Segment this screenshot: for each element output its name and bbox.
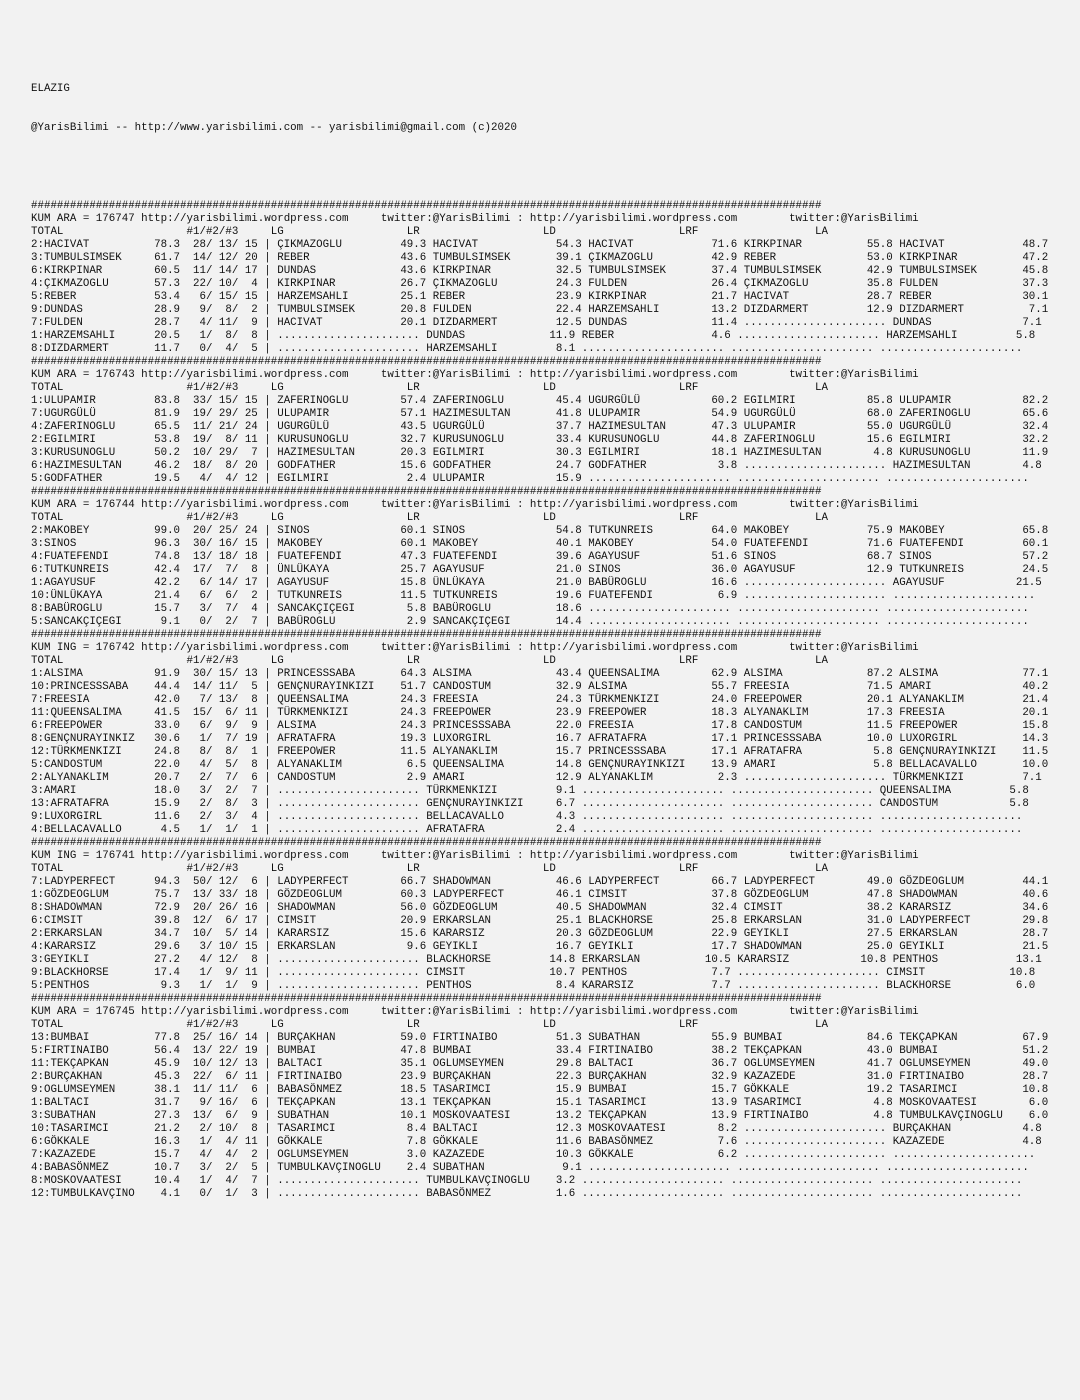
race-block <box>31 486 1048 629</box>
column-header-line: TOTAL #1/#2/#3 LG LR LD LRF LA <box>31 512 828 524</box>
spacer <box>31 161 1048 174</box>
runner-row: 1:ULUPAMIR 83.8 33/ 15/ 15 | ZAFERINOGLU 57.4 ZAFERINOGLU 45.4 UGURGÜLÜ 60.2 EGILMIRI 85.8 ULUPAMIR 82.2 <box>31 395 1049 407</box>
runner-row: 10:PRINCESSSABA 44.4 14/ 11/ 5 | GENÇNURAYINKIZI 51.7 CANDOSTUM 32.9 ALSIMA 55.7 FREESIA 71.5 AMARI 40.2 <box>31 681 1049 693</box>
runner-row: 1:AGAYUSUF 42.2 6/ 14/ 17 | AGAYUSUF 15.8 ÜNLÜKAYA 21.0 BABÜROGLU 16.6 ...................... AGAYUSUF 21.5 <box>31 577 1042 589</box>
race-header-line: KUM ING = 176742 http://yarisbilimi.wordpress.com twitter:@YarisBilimi : http://yarisbilimi.wordpress.com twitter:@YarisBilimi <box>31 642 919 654</box>
credit-line: @YarisBilimi -- http://www.yarisbilimi.com -- yarisbilimi@gmail.com (c)2020 <box>31 122 517 134</box>
runner-row: 3:KURUSUNOGLU 50.2 10/ 29/ 7 | HAZIMESULTAN 20.3 EGILMIRI 30.3 EGILMIRI 18.1 HAZIMESULTAN 4.8 KURUSUNOGLU 11.9 <box>31 447 1049 459</box>
runner-row: 1:HARZEMSAHLI 20.5 1/ 8/ 8 | ...................... DUNDAS 11.9 REBER 4.6 ...................... HARZEMSAHLI 5.8 <box>31 330 1036 342</box>
runner-row: 2:EGILMIRI 53.8 19/ 8/ 11 | KURUSUNOGLU 32.7 KURUSUNOGLU 33.4 KURUSUNOGLU 44.8 ZAFERINOGLU 15.6 EGILMIRI 32.2 <box>31 434 1049 446</box>
runner-row: 6:TUTKUNREIS 42.4 17/ 7/ 8 | ÜNLÜKAYA 25.7 AGAYUSUF 21.0 SINOS 36.0 AGAYUSUF 12.9 TUTKUNREIS 24.5 <box>31 564 1049 576</box>
runner-row: 10:ÜNLÜKAYA 21.4 6/ 6/ 2 | TUTKUNREIS 11.5 TUTKUNREIS 19.6 FUATEFENDI 6.9 ...................... ...................... <box>31 590 1036 602</box>
race-list <box>31 200 1048 1201</box>
runner-row: 9:OGLUMSEYMEN 38.1 11/ 11/ 6 | BABASÖNMEZ 18.5 TASARIMCI 15.9 BUMBAI 15.7 GÖKKALE 19.2 TASARIMCI 10.8 <box>31 1084 1049 1096</box>
runner-row: 9:DUNDAS 28.9 9/ 8/ 2 | TUMBULSIMSEK 20.8 FULDEN 22.4 HARZEMSAHLI 13.2 DIZDARMERT 12.9 DIZDARMERT 7.1 <box>31 304 1049 316</box>
column-header-line: TOTAL #1/#2/#3 LG LR LD LRF LA <box>31 863 828 875</box>
city-title: ELAZIG <box>31 83 70 95</box>
runner-row: 2:ALYANAKLIM 20.7 2/ 7/ 6 | CANDOSTUM 2.9 AMARI 12.9 ALYANAKLIM 2.3 ...................... TÜRKMENKIZI 7.1 <box>31 772 1042 784</box>
runner-row: 5:FIRTINAIBO 56.4 13/ 22/ 19 | BUMBAI 47.8 BUMBAI 33.4 FIRTINAIBO 38.2 TEKÇAPKAN 43.0 BUMBAI 51.2 <box>31 1045 1049 1057</box>
runner-row: 3:AMARI 18.0 3/ 2/ 7 | ...................... TÜRKMENKIZI 9.1 ...................... ...................... QUEENSALIMA 5.8 <box>31 785 1029 797</box>
runner-row: 1:ALSIMA 91.9 30/ 15/ 13 | PRINCESSSABA 64.3 ALSIMA 43.4 QUEENSALIMA 62.9 ALSIMA 87.2 ALSIMA 77.1 <box>31 668 1049 680</box>
runner-row: 5:GODFATHER 19.5 4/ 4/ 12 | EGILMIRI 2.4 ULUPAMIR 15.9 ...................... ...................... ...................... <box>31 473 1029 485</box>
runner-row: 9:BLACKHORSE 17.4 1/ 9/ 11 | ...................... CIMSIT 10.7 PENTHOS 7.7 ...................... CIMSIT 10.8 <box>31 967 1036 979</box>
runner-row: 13:BUMBAI 77.8 25/ 16/ 14 | BURÇAKHAN 59.0 FIRTINAIBO 51.3 SUBATHAN 55.9 BUMBAI 84.6 TEKÇAPKAN 67.9 <box>31 1032 1049 1044</box>
runner-row: 1:BALTACI 31.7 9/ 16/ 6 | TEKÇAPKAN 13.1 TEKÇAPKAN 15.1 TASARIMCI 13.9 TASARIMCI 4.8 MOSKOVAATESI 6.0 <box>31 1097 1049 1109</box>
runner-row: 8:SHADOWMAN 72.9 20/ 26/ 16 | SHADOWMAN 56.0 GÖZDEOGLUM 40.5 SHADOWMAN 32.4 CIMSIT 38.2 KARARSIZ 34.6 <box>31 902 1049 914</box>
runner-row: 2:HACIVAT 78.3 28/ 13/ 15 | ÇIKMAZOGLU 49.3 HACIVAT 54.3 HACIVAT 71.6 KIRKPINAR 55.8 HACIVAT 48.7 <box>31 239 1049 251</box>
race-block <box>31 837 1048 993</box>
runner-row: 6:KIRKPINAR 60.5 11/ 14/ 17 | DUNDAS 43.6 KIRKPINAR 32.5 TUMBULSIMSEK 37.4 TUMBULSIMSEK 42.9 TUMBULSIMSEK 45.8 <box>31 265 1049 277</box>
race-block <box>31 356 1048 486</box>
runner-row: 3:TUMBULSIMSEK 61.7 14/ 12/ 20 | REBER 43.6 TUMBULSIMSEK 39.1 ÇIKMAZOGLU 42.9 REBER 53.0 KIRKPINAR 47.2 <box>31 252 1049 264</box>
runner-row: 4:ÇIKMAZOGLU 57.3 22/ 10/ 4 | KIRKPINAR 26.7 ÇIKMAZOGLU 24.3 FULDEN 26.4 ÇIKMAZOGLU 35.8 FULDEN 37.3 <box>31 278 1049 290</box>
race-block <box>31 993 1048 1201</box>
runner-row: 8:DIZDARMERT 11.7 0/ 4/ 5 | ...................... HARZEMSAHLI 8.1 ...................... ...................... ...................... <box>31 343 1023 355</box>
separator-line: ########################################################################################################################## <box>31 837 822 849</box>
runner-row: 4:ZAFERINOGLU 65.5 11/ 21/ 24 | UGURGÜLÜ 43.5 UGURGÜLÜ 37.7 HAZIMESULTAN 47.3 ULUPAMIR 55.0 UGURGÜLÜ 32.4 <box>31 421 1049 433</box>
race-block <box>31 200 1048 356</box>
runner-row: 5:PENTHOS 9.3 1/ 1/ 9 | ...................... PENTHOS 8.4 KARARSIZ 7.7 ...................... BLACKHORSE 6.0 <box>31 980 1036 992</box>
column-header-line: TOTAL #1/#2/#3 LG LR LD LRF LA <box>31 226 828 238</box>
runner-row: 6:HAZIMESULTAN 46.2 18/ 8/ 20 | GODFATHER 15.6 GODFATHER 24.7 GODFATHER 3.8 ...................... HAZIMESULTAN 4.8 <box>31 460 1042 472</box>
runner-row: 2:MAKOBEY 99.0 20/ 25/ 24 | SINOS 60.1 SINOS 54.8 TUTKUNREIS 64.0 MAKOBEY 75.9 MAKOBEY 65.8 <box>31 525 1049 537</box>
runner-row: 3:SINOS 96.3 30/ 16/ 15 | MAKOBEY 60.1 MAKOBEY 40.1 MAKOBEY 54.0 FUATEFENDI 71.6 FUATEFENDI 60.1 <box>31 538 1049 550</box>
runner-row: 4:BELLACAVALLO 4.5 1/ 1/ 1 | ...................... AFRATAFRA 2.4 ...................... ...................... ...................... <box>31 824 1023 836</box>
runner-row: 13:AFRATAFRA 15.9 2/ 8/ 3 | ...................... GENÇNURAYINKIZI 6.7 ...................... ...................... CANDOSTUM 5.8 <box>31 798 1029 810</box>
runner-row: 12:TUMBULKAVÇINO 4.1 0/ 1/ 3 | ...................... BABASÖNMEZ 1.6 ...................... ...................... ...................... <box>31 1188 1023 1200</box>
runner-row: 2:BURÇAKHAN 45.3 22/ 6/ 11 | FIRTINAIBO 23.9 BURÇAKHAN 22.3 BURÇAKHAN 32.9 KAZAZEDE 31.0 FIRTINAIBO 28.7 <box>31 1071 1049 1083</box>
runner-row: 6:GÖKKALE 16.3 1/ 4/ 11 | GÖKKALE 7.8 GÖKKALE 11.6 BABASÖNMEZ 7.6 ...................... KAZAZEDE 4.8 <box>31 1136 1042 1148</box>
runner-row: 12:TÜRKMENKIZI 24.8 8/ 8/ 1 | FREEPOWER 11.5 ALYANAKLIM 15.7 PRINCESSSABA 17.1 AFRATAFRA 5.8 GENÇNURAYINKIZI 11.5 <box>31 746 1049 758</box>
race-report-document <box>31 57 1048 1214</box>
separator-line: ########################################################################################################################## <box>31 200 822 212</box>
column-header-line: TOTAL #1/#2/#3 LG LR LD LRF LA <box>31 1019 828 1031</box>
runner-row: 11:QUEENSALIMA 41.5 15/ 6/ 11 | TÜRKMENKIZI 24.3 FREEPOWER 23.9 FREEPOWER 18.3 ALYANAKLIM 17.3 FREESIA 20.1 <box>31 707 1049 719</box>
runner-row: 9:LUXORGIRL 11.6 2/ 3/ 4 | ...................... BELLACAVALLO 4.3 ...................... ...................... ...................... <box>31 811 1023 823</box>
runner-row: 8:MOSKOVAATESI 10.4 1/ 4/ 7 | ...................... TUMBULKAVÇINOGLU 3.2 ...................... ...................... ...................... <box>31 1175 1023 1187</box>
race-header-line: KUM ARA = 176745 http://yarisbilimi.wordpress.com twitter:@YarisBilimi : http://yarisbilimi.wordpress.com twitter:@YarisBilimi <box>31 1006 919 1018</box>
runner-row: 7:FULDEN 28.7 4/ 11/ 9 | HACIVAT 20.1 DIZDARMERT 12.5 DUNDAS 11.4 ...................... DUNDAS 7.1 <box>31 317 1042 329</box>
runner-row: 3:GEYIKLI 27.2 4/ 12/ 8 | ...................... BLACKHORSE 14.8 ERKARSLAN 10.5 KARARSIZ 10.8 PENTHOS 13.1 <box>31 954 1042 966</box>
runner-row: 2:ERKARSLAN 34.7 10/ 5/ 14 | KARARSIZ 15.6 KARARSIZ 20.3 GÖZDEOGLUM 22.9 GEYIKLI 27.5 ERKARSLAN 28.7 <box>31 928 1049 940</box>
runner-row: 3:SUBATHAN 27.3 13/ 6/ 9 | SUBATHAN 10.1 MOSKOVAATESI 13.2 TEKÇAPKAN 13.9 FIRTINAIBO 4.8 TUMBULKAVÇINOGLU 6.0 <box>31 1110 1049 1122</box>
runner-row: 4:BABASÖNMEZ 10.7 3/ 2/ 5 | TUMBULKAVÇINOGLU 2.4 SUBATHAN 9.1 ...................... ...................... ...................... <box>31 1162 1029 1174</box>
runner-row: 5:REBER 53.4 6/ 15/ 15 | HARZEMSAHLI 25.1 REBER 23.9 KIRKPINAR 21.7 HACIVAT 28.7 REBER 30.1 <box>31 291 1049 303</box>
runner-row: 7:FREESIA 42.0 7/ 13/ 8 | QUEENSALIMA 24.3 FREESIA 24.3 TÜRKMENKIZI 24.0 FREEPOWER 20.1 ALYANAKLIM 21.4 <box>31 694 1049 706</box>
separator-line: ########################################################################################################################## <box>31 993 822 1005</box>
runner-row: 5:SANCAKÇIÇEGI 9.1 0/ 2/ 7 | BABÜROGLU 2.9 SANCAKÇIÇEGI 14.4 ...................... ...................... ...................... <box>31 616 1029 628</box>
runner-row: 5:CANDOSTUM 22.0 4/ 5/ 8 | ALYANAKLIM 6.5 QUEENSALIMA 14.8 GENÇNURAYINKIZI 13.9 AMARI 5.8 BELLACAVALLO 10.0 <box>31 759 1049 771</box>
runner-row: 7:LADYPERFECT 94.3 50/ 12/ 6 | LADYPERFECT 66.7 SHADOWMAN 46.6 LADYPERFECT 66.7 LADYPERFECT 49.0 GÖZDEOGLUM 44.1 <box>31 876 1049 888</box>
separator-line: ########################################################################################################################## <box>31 356 822 368</box>
runner-row: 11:TEKÇAPKAN 45.9 10/ 12/ 13 | BALTACI 35.1 OGLUMSEYMEN 29.8 BALTACI 36.7 OGLUMSEYMEN 41.7 OGLUMSEYMEN 49.0 <box>31 1058 1049 1070</box>
separator-line: ########################################################################################################################## <box>31 629 822 641</box>
runner-row: 6:CIMSIT 39.8 12/ 6/ 17 | CIMSIT 20.9 ERKARSLAN 25.1 BLACKHORSE 25.8 ERKARSLAN 31.0 LADYPERFECT 29.8 <box>31 915 1049 927</box>
runner-row: 6:FREEPOWER 33.0 6/ 9/ 9 | ALSIMA 24.3 PRINCESSSABA 22.0 FREESIA 17.8 CANDOSTUM 11.5 FREEPOWER 15.8 <box>31 720 1049 732</box>
column-header-line: TOTAL #1/#2/#3 LG LR LD LRF LA <box>31 655 828 667</box>
race-header-line: KUM ARA = 176743 http://yarisbilimi.wordpress.com twitter:@YarisBilimi : http://yarisbilimi.wordpress.com twitter:@YarisBilimi <box>31 369 919 381</box>
runner-row: 1:GÖZDEOGLUM 75.7 13/ 33/ 18 | GÖZDEOGLUM 60.3 LADYPERFECT 46.1 CIMSIT 37.8 GÖZDEOGLUM 47.8 SHADOWMAN 40.6 <box>31 889 1049 901</box>
race-header-line: KUM ARA = 176747 http://yarisbilimi.wordpress.com twitter:@YarisBilimi : http://yarisbilimi.wordpress.com twitter:@YarisBilimi <box>31 213 919 225</box>
race-header-line: KUM ING = 176741 http://yarisbilimi.wordpress.com twitter:@YarisBilimi : http://yarisbilimi.wordpress.com twitter:@YarisBilimi <box>31 850 919 862</box>
runner-row: 7:UGURGÜLÜ 81.9 19/ 29/ 25 | ULUPAMIR 57.1 HAZIMESULTAN 41.8 ULUPAMIR 54.9 UGURGÜLÜ 68.0 ZAFERINOGLU 65.6 <box>31 408 1049 420</box>
runner-row: 7:KAZAZEDE 15.7 4/ 4/ 2 | OGLUMSEYMEN 3.0 KAZAZEDE 10.3 GÖKKALE 6.2 ...................... ...................... <box>31 1149 1036 1161</box>
column-header-line: TOTAL #1/#2/#3 LG LR LD LRF LA <box>31 382 828 394</box>
race-header-line: KUM ARA = 176744 http://yarisbilimi.wordpress.com twitter:@YarisBilimi : http://yarisbilimi.wordpress.com twitter:@YarisBilimi <box>31 499 919 511</box>
race-block <box>31 629 1048 837</box>
runner-row: 8:GENÇNURAYINKIZ 30.6 1/ 7/ 19 | AFRATAFRA 19.3 LUXORGIRL 16.7 AFRATAFRA 17.1 PRINCESSSABA 10.0 LUXORGIRL 14.3 <box>31 733 1049 745</box>
runner-row: 4:FUATEFENDI 74.8 13/ 18/ 18 | FUATEFENDI 47.3 FUATEFENDI 39.6 AGAYUSUF 51.6 SINOS 68.7 SINOS 57.2 <box>31 551 1049 563</box>
separator-line: ########################################################################################################################## <box>31 486 822 498</box>
runner-row: 10:TASARIMCI 21.2 2/ 10/ 8 | TASARIMCI 8.4 BALTACI 12.3 MOSKOVAATESI 8.2 ...................... BURÇAKHAN 4.8 <box>31 1123 1042 1135</box>
runner-row: 4:KARARSIZ 29.6 3/ 10/ 15 | ERKARSLAN 9.6 GEYIKLI 16.7 GEYIKLI 17.7 SHADOWMAN 25.0 GEYIKLI 21.5 <box>31 941 1049 953</box>
runner-row: 8:BABÜROGLU 15.7 3/ 7/ 4 | SANCAKÇIÇEGI 5.8 BABÜROGLU 18.6 ...................... ...................... ...................... <box>31 603 1029 615</box>
